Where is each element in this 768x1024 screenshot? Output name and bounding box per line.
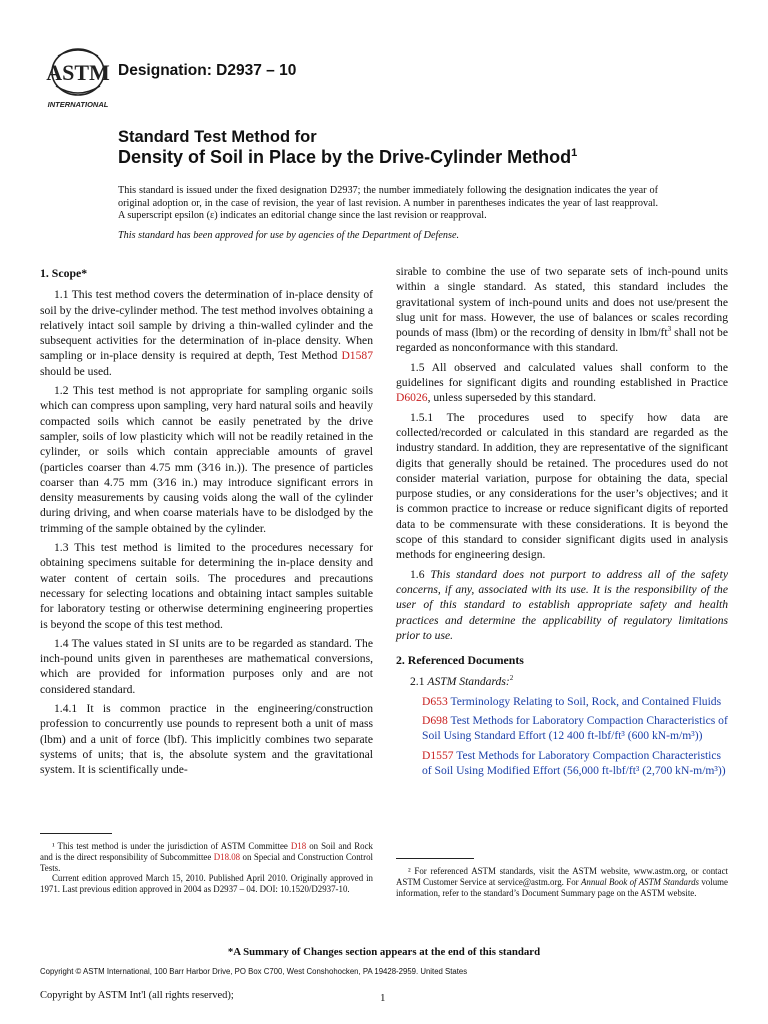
- refdocs-heading: 2. Referenced Documents: [396, 653, 524, 668]
- title-footnote-mark[interactable]: 1: [571, 147, 578, 159]
- footnote-rule-right: [396, 858, 474, 859]
- footnote-1-edition: Current edition approved March 15, 2010. Published April 2010. Originally approved in 1971. Last previous edition approved in 2004 as D2937 – 04. DOI: 10.1520/D2937-10.: [40, 873, 373, 895]
- logo-subtext: INTERNATIONAL: [47, 100, 109, 109]
- scope-heading: 1. Scope*: [40, 266, 88, 280]
- title-line1: Standard Test Method for: [118, 128, 317, 146]
- logo-text: ASTM: [46, 60, 110, 85]
- copyright-footer: Copyright by ASTM Int'l (all rights reserved);: [40, 990, 234, 1001]
- ref-d653[interactable]: D653 Terminology Relating to Soil, Rock, and Contained Fluids: [422, 694, 722, 708]
- para-1-4: 1.4 The values stated in SI units are to be regarded as standard. The inch-pound units given in parentheses are mathematical conversions, which are provided for information purposes only and are not considered standard.: [40, 636, 373, 696]
- para-1-5: 1.5 All observed and calculated values shall conform to the guidelines for significant digits and rounding established in Practice D6026, unless superseded by this standard.: [396, 360, 728, 405]
- para-1-1: 1.1 This test method covers the determination of in-place density of soil by the drive-cylinder method. The test method involves obtaining a relatively intact soil sample by driving a thin-walled cylinder and the subsequent activities for the determination of in-place density. When sampling or in-place density is required at depth, Test Method D1587 should be used.: [40, 288, 373, 378]
- para-1-3: 1.3 This test method is limited to the procedures necessary for obtaining specimens suitable for determining the in-place density and water content of certain soils. The procedures and precautions necessary for selecting locations and obtaining intact samples suitable for laboratory testing or otherwise determining engineering properties is beyond the scope of this test method.: [40, 541, 373, 631]
- right-column: [396, 264, 728, 782]
- left-column: [40, 264, 373, 782]
- page-number: 1: [380, 992, 386, 1004]
- summary-notice: *A Summary of Changes section appears at the end of this standard: [227, 946, 541, 958]
- title-line2: [118, 147, 577, 168]
- link-d18-08[interactable]: D18.08: [213, 851, 241, 862]
- para-1-2: 1.2 This test method is not appropriate for sampling organic soils which can compress upon sampling, very hard natural soils and heavily compacted soils which cannot be easily penetrated by the drive sampler, soils of low plasticity which will not be readily retained in the cylinder, or soils which contain appreciable amounts of gravel (particles coarser than 4.75 mm (3⁄16 in.)). The presence of particles coarser than 4.75 mm (3⁄16 in.) may introduce significant errors in density measurements by causing voids along the wall of the cylinder during driving, and when coarse materials have to be dislodged by the trimming of the sample obtained by the cylinder.: [40, 384, 373, 535]
- para-2-1: 2.1 ASTM Standards:$^2$: [410, 674, 514, 689]
- copyright-notice: Copyright © ASTM International, 100 Barr Harbor Drive, PO Box C700, West Conshohocken, PA 19428-2959. United States: [40, 967, 468, 976]
- para-1-4-1-cont: sirable to combine the use of two separate sets of inch-pound units within a single standard. As stated, this standard includes the gravitational system of inch-pound units and does not use/present the slug unit for mass. However, the use of balances or scales recording pounds of mass (lbm) or the recording of density in lbm/$ft^3$ shall not be regarded as nonconformance with this standard.: [396, 265, 728, 355]
- link-d18[interactable]: D18: [290, 841, 307, 851]
- approval-notice: This standard has been approved for use by agencies of the Department of Defense.: [118, 230, 460, 241]
- designation: Designation: D2937 – 10: [118, 62, 297, 79]
- link-d6026[interactable]: D6026: [396, 391, 428, 405]
- para-1-6: 1.6 This standard does not purport to address all of the safety concerns, if any, associated with its use. It is the responsibility of the user of this standard to establish appropriate safety and health practices and determine the applicability of regulatory limitations prior to use.: [396, 567, 729, 642]
- para-1-5-1: 1.5.1 The procedures used to specify how data are collected/recorded or calculated in this standard are regarded as the industry standard. In addition, they are representative of the significant digits that generally should be retained. The procedures used do not consider material variation, purpose for obtaining the data, special purpose studies, or any considerations for the user’s objectives; and it is common practice to increase or reduce significant digits of reported data to be commensurate with these considerations. It is beyond the scope of this standard to consider significant digits used in analysis methods for engineering design.: [396, 410, 728, 562]
- ref-d698[interactable]: D698 Test Methods for Laboratory Compaction Characteristics of Soil Using Standard Effort (12 400 ft-lbf/ft³ (600 kN-m/m³)): [422, 714, 728, 743]
- link-d1587[interactable]: D1587: [341, 349, 373, 363]
- footnote-rule-left: [40, 833, 112, 834]
- astm-logo: [44, 46, 112, 110]
- footnote-1: ¹ This test method is under the jurisdiction of ASTM Committee D18 on Soil and Rock and is the direct responsibility of Subcommittee D18.08 on Special and Construction Control Tests. Current edition approved March 15, 2010. Published April 2010. Originally approved in 1971. Last previous edition approved in 2004 as D2937 – 04. DOI: 10.1520/D2937-10.: [40, 841, 373, 895]
- footnote-2: ² For referenced ASTM standards, visit the ASTM website, www.astm.org, or contact ASTM Customer Service at service@astm.org. For Annual Book of ASTM Standards volume information, refer to the standard’s Document Summary page on the ASTM website.: [396, 866, 728, 898]
- ref-d1557[interactable]: D1557 Test Methods for Laboratory Compaction Characteristics of Soil Using Modified Effort (56,000 ft-lbf/ft³ (2,700 kN-m/m³)): [422, 748, 726, 777]
- title-text: Density of Soil in Place by the Drive-Cylinder Method: [118, 147, 572, 167]
- designation-notice: This standard is issued under the fixed designation D2937; the number immediately following the designation indicates the year of original adoption or, in the case of revision, the year of last revision. A number in parentheses indicates the year of last reapproval. A superscript epsilon (ε) indicates an editorial change since the last revision or reapproval.: [118, 185, 658, 222]
- para-1-4-1: 1.4.1 It is common practice in the engineering/construction profession to concurrently use pounds to represent both a unit of mass (lbm) and a unit of force (lbf). This implicitly combines two separate systems of units; that is, the absolute system and the gravitational system. It is scientifically unde-: [40, 702, 373, 777]
